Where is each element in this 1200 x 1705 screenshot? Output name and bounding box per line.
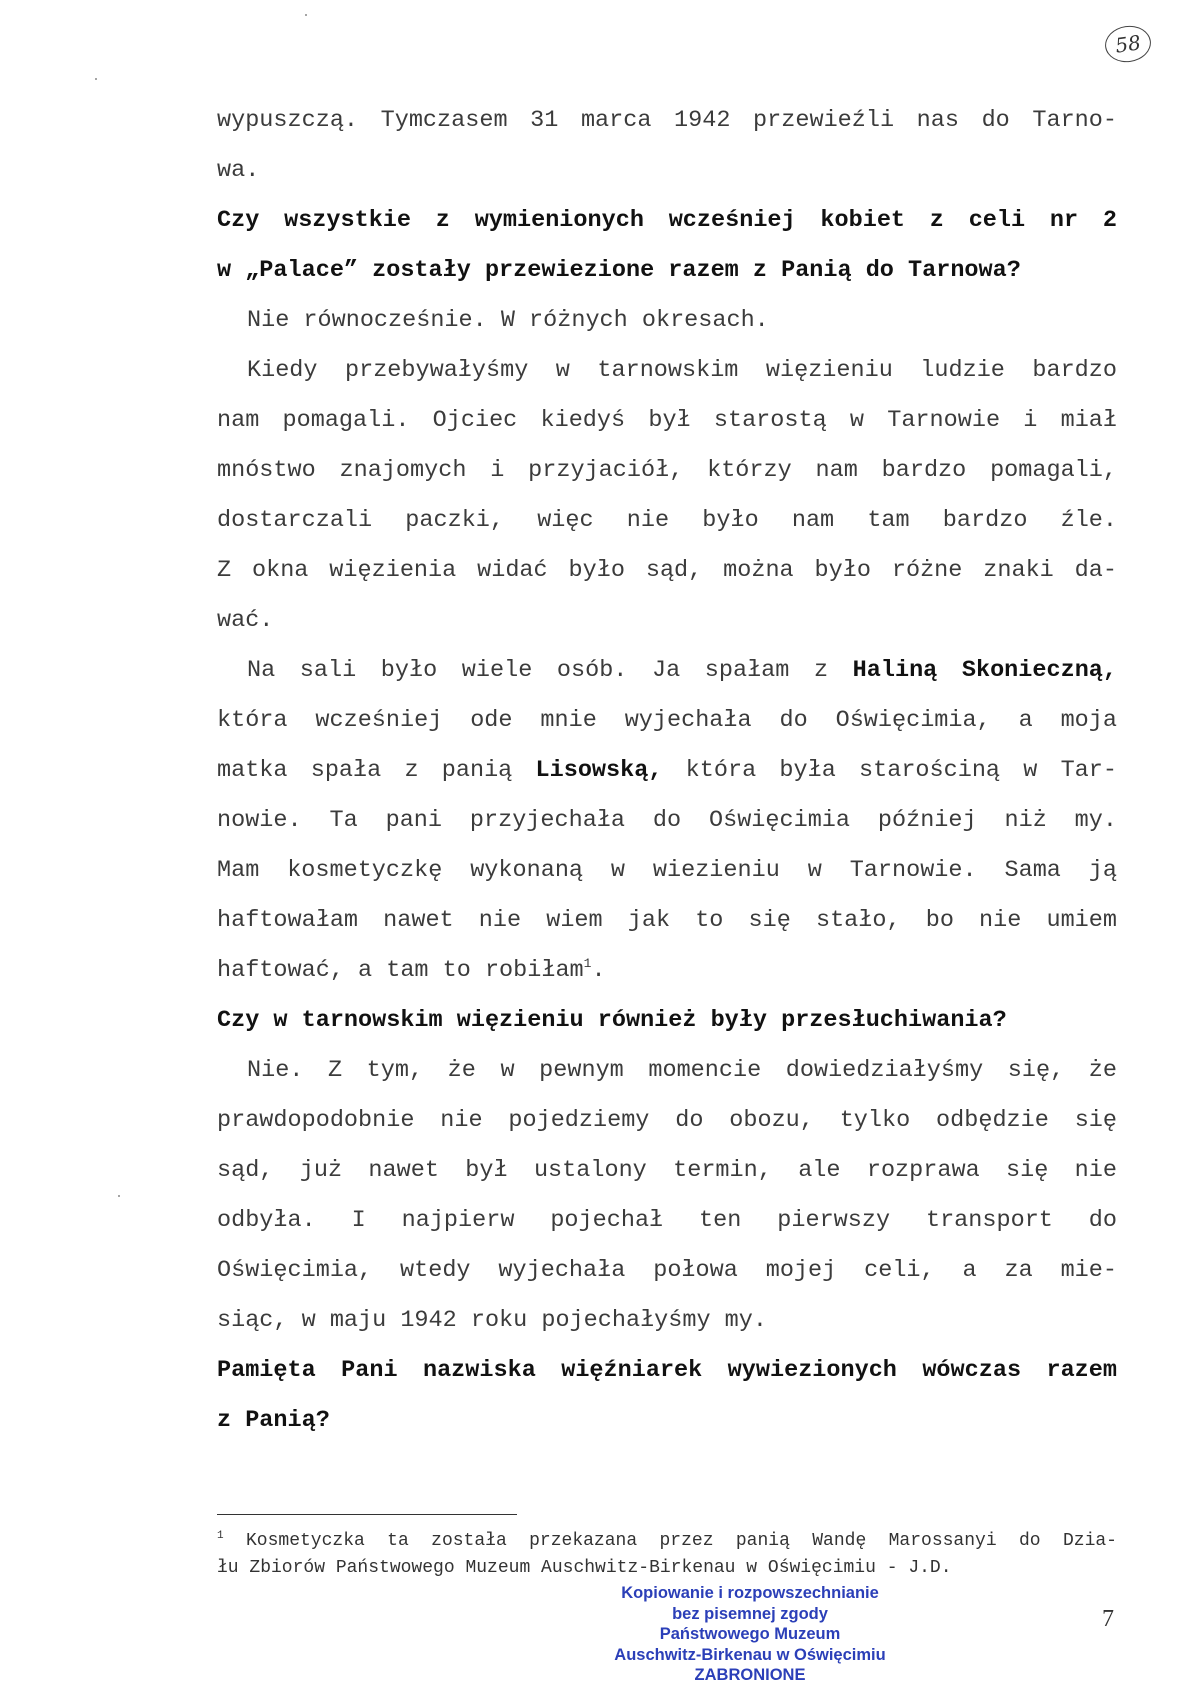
answer-line: nam pomagali. Ojciec kiedyś był starostą w Tarnowie i miał (217, 407, 1117, 434)
text-line: wa. (217, 157, 260, 184)
answer-line: mnóstwo znajomych i przyjaciół, którzy nam bardzo pomagali, (217, 457, 1117, 484)
answer-line: wać. (217, 607, 274, 634)
copyright-watermark-stamp (585, 1583, 915, 1686)
interviewer-question: w „Palace” zostały przewiezione razem z Panią do Tarnowa? (217, 257, 1021, 284)
watermark-line: bez pisemnej zgody (672, 1604, 828, 1623)
text-segment: matka spała z panią (217, 757, 513, 784)
footnote-divider (217, 1514, 517, 1515)
interviewer-question: Pamięta Pani nazwiska więźniarek wywiezionych wówczas razem (217, 1357, 1117, 1384)
scan-speck (305, 14, 307, 16)
text-segment: Na sali było wiele osób. Ja spałam z (247, 657, 829, 684)
text-segment: która była starościną w Tar- (685, 757, 1117, 784)
text-line: wypuszczą. Tymczasem 31 marca 1942 przewieźli nas do Tarno- (217, 107, 1117, 134)
answer-line: Mam kosmetyczkę wykonaną w wiezieniu w Tarnowie. Sama ją (217, 857, 1117, 884)
answer-line: dostarczali paczki, więc nie było nam tam bardzo źle. (217, 507, 1117, 534)
watermark-line: Państwowego Muzeum (659, 1625, 841, 1643)
footnote-reference: 1 (583, 956, 592, 972)
watermark-line: ZABRONIONE (694, 1666, 806, 1684)
answer-line: która wcześniej ode mnie wyjechała do Oświęcimia, a moja (217, 707, 1117, 734)
answer-line (217, 646, 1117, 696)
answer-line: nowie. Ta pani przyjechała do Oświęcimia później niż my. (217, 807, 1117, 834)
footnote-line (217, 1528, 1117, 1555)
answer-line: Z okna więzienia widać było sąd, można było różne znaki da- (217, 557, 1117, 584)
answer-line (217, 746, 1117, 796)
answer-line: sąd, już nawet był ustalony termin, ale rozprawa się nie (217, 1157, 1117, 1184)
text-segment: haftować, a tam to robiłam (217, 957, 584, 984)
person-name: Haliną Skonieczną, (852, 657, 1117, 684)
answer-line: Nie. Z tym, że w pewnym momencie dowiedziałyśmy się, że (247, 1057, 1117, 1084)
answer-line: odbyła. I najpierw pojechał ten pierwszy transport do (217, 1207, 1117, 1234)
archive-page-mark: 58 (1103, 23, 1154, 65)
interviewer-question: Czy wszystkie z wymienionych wcześniej kobiet z celi nr 2 (217, 207, 1117, 234)
answer-line: Nie równocześnie. W różnych okresach. (247, 307, 769, 334)
footnote-text: Kosmetyczka ta została przekazana przez panią Wandę Marossanyi do Dzia- (245, 1531, 1117, 1551)
answer-line: siąc, w maju 1942 roku pojechałyśmy my. (217, 1307, 767, 1334)
answer-line: Oświęcimia, wtedy wyjechała połowa mojej celi, a za mie- (217, 1257, 1117, 1284)
footnote-line: łu Zbiorów Państwowego Muzeum Auschwitz-Birkenau w Oświęcimiu - J.D. (217, 1558, 952, 1578)
interview-text (217, 96, 1117, 1446)
text-segment: . (591, 957, 606, 984)
footnote (217, 1528, 1117, 1582)
watermark-line: Auschwitz-Birkenau w Oświęcimiu (614, 1645, 886, 1664)
scan-speck (118, 1195, 120, 1197)
answer-line (217, 946, 1117, 996)
person-name: Lisowską, (535, 757, 663, 784)
answer-line: prawdopodobnie nie pojedziemy do obozu, tylko odbędzie się (217, 1107, 1117, 1134)
footnote-marker: 1 (217, 1530, 224, 1542)
answer-line: Kiedy przebywałyśmy w tarnowskim więzieniu ludzie bardzo (247, 357, 1117, 384)
page-number: 7 (1102, 1606, 1114, 1632)
interviewer-question: z Panią? (217, 1407, 330, 1434)
answer-line: haftowałam nawet nie wiem jak to się stało, bo nie umiem (217, 907, 1117, 934)
watermark-line: Kopiowanie i rozpowszechnianie (621, 1584, 879, 1602)
scan-speck (95, 78, 97, 80)
interviewer-question: Czy w tarnowskim więzieniu również były przesłuchiwania? (217, 1007, 1007, 1034)
